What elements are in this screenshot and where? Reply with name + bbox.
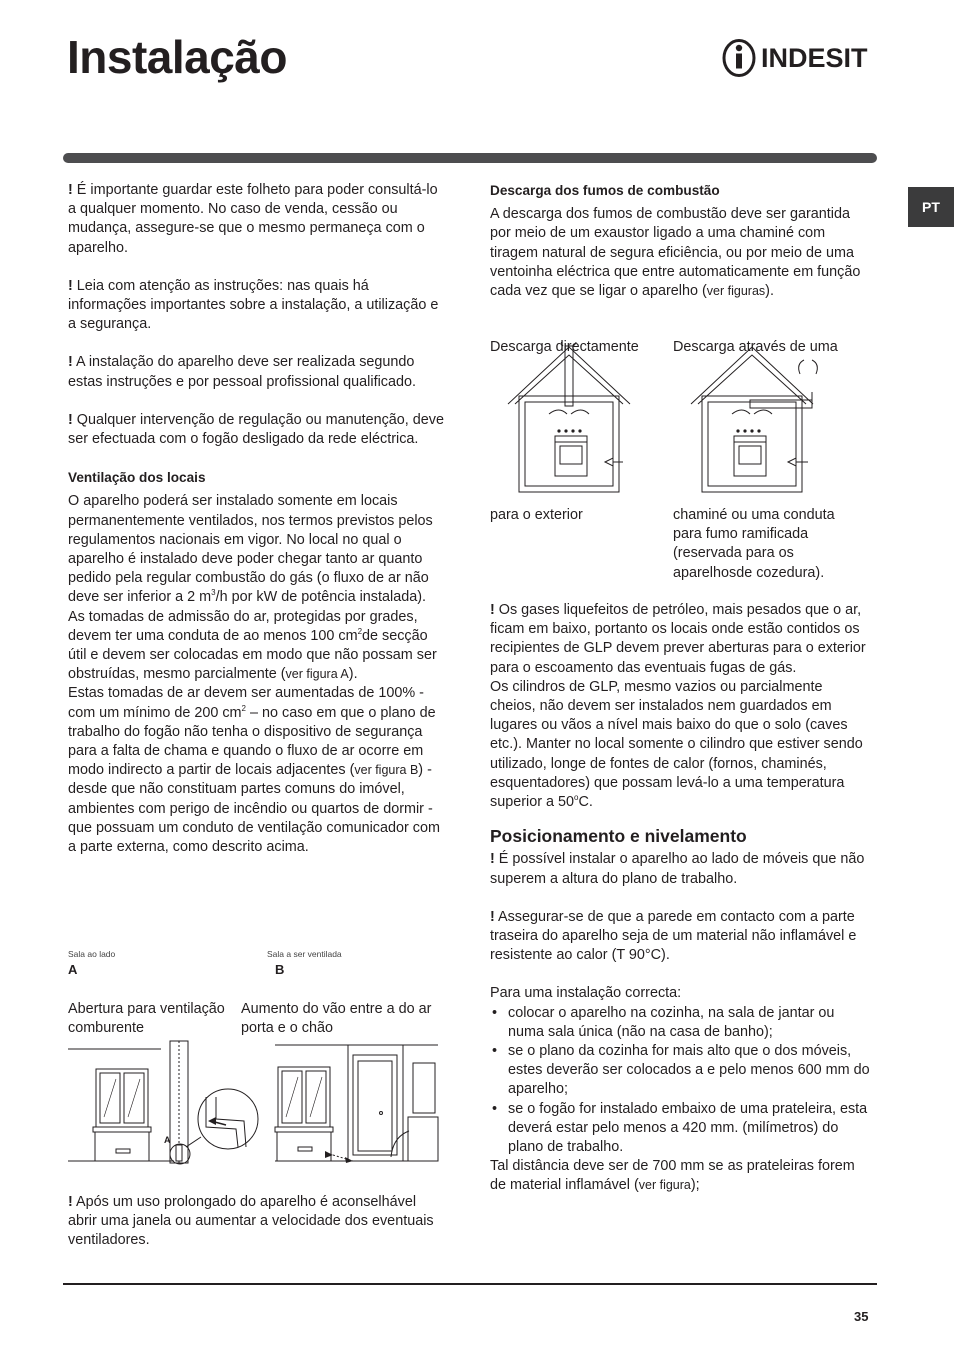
fig-b-room-label: Sala a ser ventilada <box>267 949 342 959</box>
right-column-bottom <box>490 601 870 1196</box>
brand-name: INDESIT <box>761 42 868 73</box>
correct-installation-intro: Para uma instalação correcta: <box>490 985 682 1002</box>
figure-b-door-gap <box>273 1037 443 1172</box>
note-maintenance: ! Qualquer intervenção de regulação ou manutenção, deve ser efectuada com o fogão desligado da rede eléctrica. <box>68 411 445 448</box>
fig-a-marker: A <box>164 1135 171 1145</box>
note-read-instructions: ! Leia com atenção as instruções: nas quais há informações importantes sobre a instalação, a utilização e a segurança. <box>68 277 439 333</box>
left-column <box>68 181 448 857</box>
ventilation-paragraph-2: As tomadas de admissão do ar, protegidas por grades, devem ter uma conduta de ao menos 100 $cm^2de$ secção útil e devem ser colocadas em modo que não possam ser obstruídas, mesmo parcialmente (ver figura A). <box>68 608 437 683</box>
diagram-chimney-exhaust <box>688 342 833 497</box>
list-item: • se o plano da cozinha for mais alto que o dos móveis, estes deverão ser colocados a e pelo menos 600 mm do aparelho; <box>490 1042 870 1100</box>
header-divider <box>63 153 877 163</box>
positioning-heading: Posicionamento e nivelamento <box>490 826 747 847</box>
exhaust-2-caption-top: Descarga através de uma <box>673 339 838 355</box>
list-item: • se o fogão for instalado embaixo de uma prateleira, esta deverá estar pelo menos a 420 mm. (milímetros) do plano de trabalho. <box>490 1100 870 1158</box>
language-tab: PT <box>908 187 954 227</box>
fumes-heading: Descarga dos fumos de combustão <box>490 183 720 198</box>
list-item: • colocar o aparelho na cozinha, na sala de jantar ou numa sala única (não na casa de banho); <box>490 1004 870 1042</box>
note-keep-leaflet: ! É importante guardar este folheto para poder consultá-lo a qualquer momento. No caso de venda, cessão ou mudança, assegure-se que o mesmo permaneça com o aparelho. <box>68 182 438 256</box>
note-furniture-height: ! É possível instalar o aparelho ao lado de móveis que não superem a altura do plano de trabalho. <box>490 851 865 887</box>
ventilation-paragraph-1: O aparelho poderá ser instalado somente em locais permanentemente ventilados, nos termos previstos pelos regulamentos nacionais em vigor. No local no qual o aparelho é instalado deve poder chegar tanto ar quanto pedido pela regular combustão do gás (o fluxo de ar não deve ser inferior a 2 $m^3/h$ por kW de potência instalada). <box>68 493 433 606</box>
exhaust-2-caption-bottom: chaminé ou uma conduta para fumo ramificada (reservada para os aparelhosde cozedura). <box>673 507 835 581</box>
diagram-direct-exhaust <box>505 342 635 497</box>
fig-a-caption: Abertura para ventilação comburente <box>68 1001 225 1037</box>
fumes-paragraph: A descarga dos fumos de combustão deve ser garantida por meio de um exaustor ligado a uma chaminé com tiragem natural de segura eficiência, ou por meio de uma ventoinha eléctrica que entre automaticamente em função cada vez que se ligar o aparelho (ver figuras). <box>490 206 861 300</box>
fig-a-letter: A <box>68 962 78 977</box>
page-number: 35 <box>854 1309 869 1324</box>
figure-a-ventilation-opening <box>66 1037 266 1172</box>
note-wall-material: ! Assegurar-se de que a parede em contacto com a parte traseira do aparelho seja de um material não inflamável e resistente ao calor (T 90°C). <box>490 908 857 964</box>
fig-b-letter: B <box>275 962 285 977</box>
fig-b-caption: Aumento do vão entre a do ar porta e o chão <box>241 1001 432 1037</box>
page-title: Instalação <box>67 31 287 83</box>
exhaust-1-caption-top: Descarga directamente <box>490 339 639 355</box>
note-installation: ! A instalação do aparelho deve ser realizada segundo estas instruções e por pessoal profissional qualificado. <box>68 354 416 390</box>
indesit-i-icon <box>722 38 756 78</box>
note-lpg-gases: ! Os gases liquefeitos de petróleo, mais pesados que o ar, ficam em baixo, portanto os locais onde estão contidos os recipientes de GLP devem prever aberturas para o exterior para o escoamento das eventuais fugas de gás. <box>490 602 866 676</box>
ventilation-paragraph-3: Estas tomadas de ar devem ser aumentadas de 100% - com um mínimo de 200 $cm^2$ – no caso em que o plano de trabalho do fogão não tenha o dispositivo de segurança para a falta de chama e quando o fluxo de ar ocorre em modo indirecto a partir de locais adjacentes (ver figura B) - desde que não constituam partes comuns do imóvel, ambientes com perigo de incêndio ou quartos de dormir - que possuam um conduto de ventilação comunicador com a parte externa, como descrito acima. <box>68 685 440 856</box>
lpg-cylinders-paragraph: Os cilindros de GLP, mesmo vazios ou parcialmente cheios, não devem ser instalados nem guardados em lugares ou vãos a nível mais baixo do que o solo (caves etc.). Manter no local somente o cilindro que estiver sendo utilizado, longe de fontes de calor (fornos, chaminés, esquentadores) que possam levá-lo a uma temperatura superior a 50$^o$C. <box>490 678 863 811</box>
right-column-top <box>490 181 868 301</box>
installation-bullet-list <box>490 1004 870 1158</box>
exhaust-1-caption-bottom: para o exterior <box>490 507 583 523</box>
footer-divider <box>63 1283 877 1285</box>
fig-a-room-label: Sala ao lado <box>68 949 116 959</box>
ventilation-heading: Ventilação dos locais <box>68 470 206 486</box>
shelf-distance-paragraph: Tal distância deve ser de 700 mm se as prateleiras forem de material inflamável (ver figura); <box>490 1158 855 1194</box>
brand-logo <box>722 38 868 78</box>
note-ventilation-after-use: ! Após um uso prolongado do aparelho é aconselhável abrir uma janela ou aumentar a velocidade dos eventuais ventiladores. <box>68 1194 434 1249</box>
